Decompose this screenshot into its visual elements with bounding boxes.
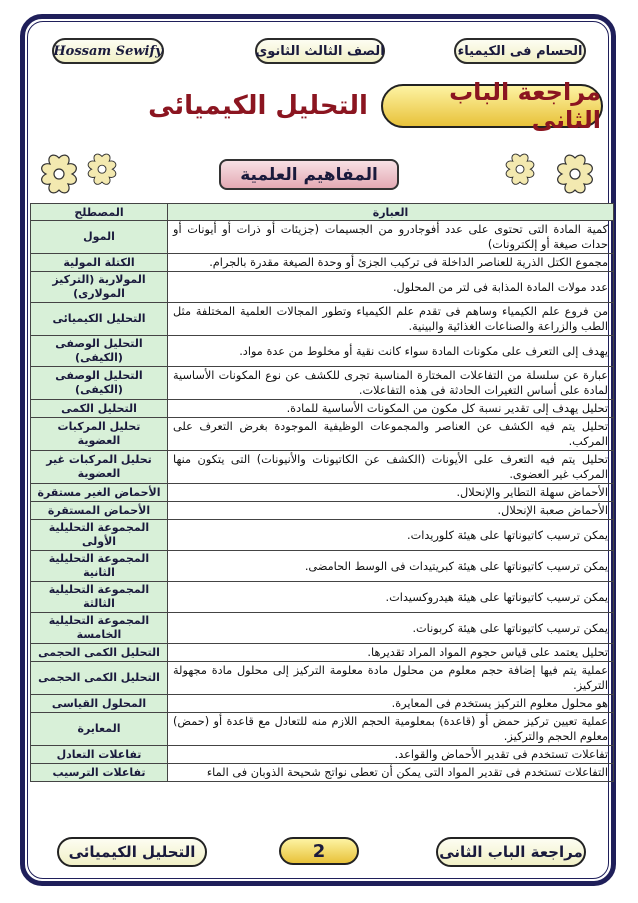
row-term: الكتلة المولية — [31, 254, 168, 272]
flower-ornament-icon — [550, 150, 600, 200]
row-term: المولارية (التركيز المولارى) — [31, 272, 168, 303]
row-term: المجموعة التحليلية الخامسة — [31, 613, 168, 644]
column-header-term: المصطلح — [31, 204, 168, 221]
table-row — [31, 418, 614, 451]
series-badge: الحسام فى الكيمياء — [454, 38, 586, 64]
table-row — [31, 221, 614, 254]
definitions-table — [30, 203, 614, 782]
section-title: المفاهيم العلمية — [219, 159, 399, 190]
row-description: الأحماض صعبة الإنحلال. — [168, 502, 614, 520]
row-term: المجموعة التحليلية الثالثة — [31, 582, 168, 613]
footer-subject: التحليل الكيميائى — [57, 837, 207, 867]
row-description: يمكن ترسيب كاتيوناتها على هيئة كربونات. — [168, 613, 614, 644]
row-description: يمكن ترسيب كاتيوناتها على هيئة هيدروكسيدات. — [168, 582, 614, 613]
author-badge: Hossam Sewify — [52, 38, 164, 64]
row-term: المجموعة التحليلية الثانية — [31, 551, 168, 582]
chapter-title: مراجعة الباب الثانى — [381, 84, 603, 128]
grade-badge: الصف الثالث الثانوى — [255, 38, 385, 64]
page-number: 2 — [279, 837, 359, 865]
row-term: التحليل الوصفى (الكيفى) — [31, 336, 168, 367]
table-row — [31, 713, 614, 746]
row-term: التحليل الكيميائى — [31, 303, 168, 336]
table-row — [31, 582, 614, 613]
table-row — [31, 367, 614, 400]
row-description: عبارة عن سلسلة من التفاعلات المختارة المناسبة تجرى للكشف عن نوع المكونات الأساسية لمادة على أساس التغيرات الحادثة فى هذه التفاعلات. — [168, 367, 614, 400]
table-row — [31, 613, 614, 644]
row-term: المحلول القياسى — [31, 695, 168, 713]
table-row — [31, 551, 614, 582]
row-description: تحليل يهدف إلى تقدير نسبة كل مكون من المكونات الأساسية للمادة. — [168, 400, 614, 418]
table-row — [31, 520, 614, 551]
row-term: المجموعة التحليلية الأولى — [31, 520, 168, 551]
row-description: تحليل يعتمد على قياس حجوم المواد المراد تقديرها. — [168, 644, 614, 662]
table-row — [31, 644, 614, 662]
row-description: كمية المادة التى تحتوى على عدد أفوجادرو من الجسيمات (جزيئات أو ذرات أو أيونات أو حدات صيغة أو إلكترونات) — [168, 221, 614, 254]
row-description: يمكن ترسيب كاتيوناتها على هيئة كبريتيدات فى الوسط الحامضى. — [168, 551, 614, 582]
table-row — [31, 272, 614, 303]
row-description: عملية تعيين تركيز حمض أو (قاعدة) بمعلومية الحجم اللازم منه للتعادل مع قاعدة أو (حمض) معلوم الحجم والتركيز. — [168, 713, 614, 746]
row-description: يمكن ترسيب كاتيوناتها على هيئة كلوريدات. — [168, 520, 614, 551]
subject-title: التحليل الكيميائى — [148, 91, 368, 121]
table-row — [31, 303, 614, 336]
table-header-row — [31, 204, 614, 221]
row-term: الأحماض المستقرة — [31, 502, 168, 520]
table-row — [31, 336, 614, 367]
row-term: تحليل المركبات غير العضوية — [31, 451, 168, 484]
table-row — [31, 764, 614, 782]
table-row — [31, 254, 614, 272]
row-term: المول — [31, 221, 168, 254]
row-description: عدد مولات المادة المذابة فى لتر من المحلول. — [168, 272, 614, 303]
table-row — [31, 662, 614, 695]
row-description: من فروع علم الكيمياء وساهم فى تقدم علم الكيمياء وتطور المجالات العلمية المختلفة مثل الطب والزراعة والصناعات الغذائية والبينية. — [168, 303, 614, 336]
row-term: التحليل الكمى الحجمى — [31, 662, 168, 695]
row-term: تفاعلات الترسيب — [31, 764, 168, 782]
row-description: هو محلول معلوم التركيز يستخدم فى المعايرة. — [168, 695, 614, 713]
column-header-description: العبارة — [168, 204, 614, 221]
row-term: التحليل الوصفى (الكيفى) — [31, 367, 168, 400]
table-row — [31, 484, 614, 502]
row-description: تحليل يتم فيه التعرف على الأيونات (الكشف عن الكاتيونات والأنيونات) التى يتكون منها المركب غير العضوى. — [168, 451, 614, 484]
row-description: مجموع الكتل الذرية للعناصر الداخلة فى تركيب الجزئ أو وحدة الصيغة مقدرة بالجرام. — [168, 254, 614, 272]
table-row — [31, 502, 614, 520]
row-term: التحليل الكمى — [31, 400, 168, 418]
row-term: تفاعلات التعادل — [31, 746, 168, 764]
row-description: التفاعلات تستخدم فى تقدير المواد التى يمكن أن تعطى نواتج شحيحة الذوبان فى الماء — [168, 764, 614, 782]
row-description: يهدف إلى التعرف على مكونات المادة سواء كانت نقية أو مخلوط من عدة مواد. — [168, 336, 614, 367]
flower-ornament-icon — [500, 150, 540, 190]
table-row — [31, 695, 614, 713]
table-row — [31, 746, 614, 764]
row-description: الأحماض سهلة التطاير والإنحلال. — [168, 484, 614, 502]
row-term: المعايرة — [31, 713, 168, 746]
flower-ornament-icon — [34, 150, 84, 200]
row-description: تحليل يتم فيه الكشف عن العناصر والمجموعات الوظيفية الموجودة بغرض التعرف على المركب. — [168, 418, 614, 451]
footer-chapter: مراجعة الباب الثانى — [436, 837, 586, 867]
row-term: التحليل الكمى الحجمى — [31, 644, 168, 662]
table-row — [31, 451, 614, 484]
row-description: تفاعلات تستخدم فى تقدير الأحماض والقواعد. — [168, 746, 614, 764]
table-row — [31, 400, 614, 418]
flower-ornament-icon — [82, 150, 122, 190]
row-description: عملية يتم فيها إضافة حجم معلوم من محلول مادة معلومة التركيز إلى محلول مادة مجهولة التركيز. — [168, 662, 614, 695]
row-term: الأحماض الغير مستقرة — [31, 484, 168, 502]
row-term: تحليل المركبات العضوية — [31, 418, 168, 451]
